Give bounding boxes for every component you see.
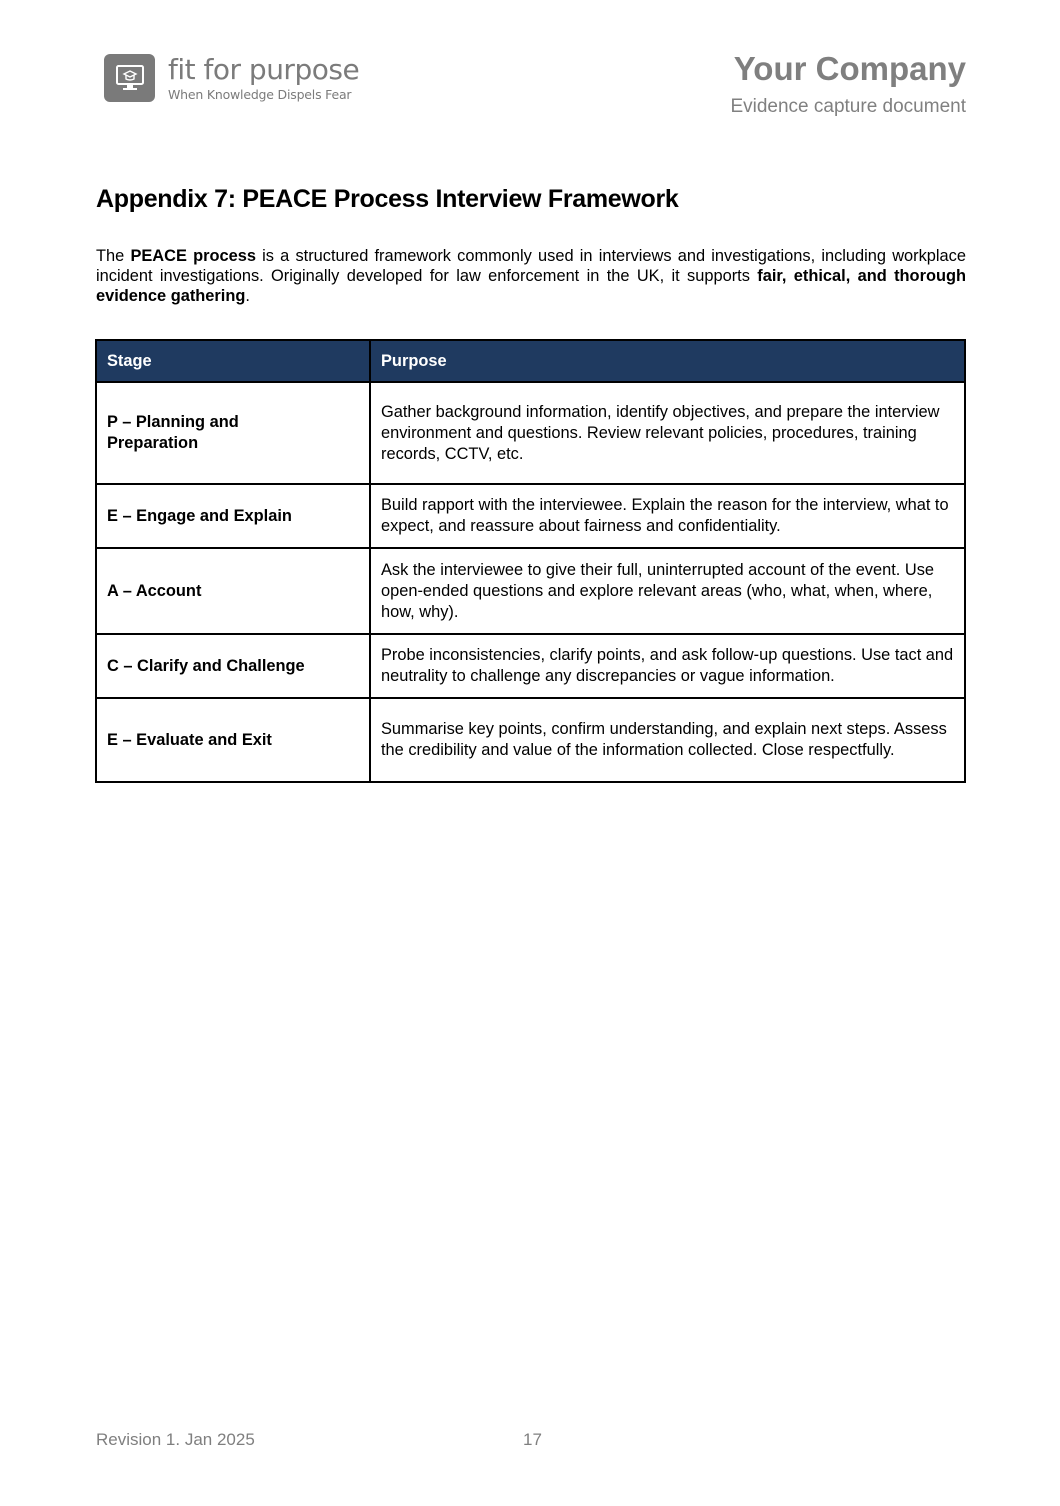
document-type: Evidence capture document xyxy=(730,96,966,117)
intro-text: . xyxy=(245,287,250,305)
stage-cell: C – Clarify and Challenge xyxy=(96,634,370,698)
revision-label: Revision 1. Jan 2025 xyxy=(96,1430,255,1449)
purpose-cell: Probe inconsistencies, clarify points, and ask follow-up questions. Use tact and neutrality to challenge any discrepancies or vague information. xyxy=(370,634,965,698)
intro-text: is a structured framework commonly used in interviews and investigations, including workplace incident investigations. Originally developed for law enforcement in the UK, it supports xyxy=(96,247,966,285)
stage-cell: E – Engage and Explain xyxy=(96,484,370,548)
brand-logo xyxy=(104,54,359,102)
intro-text: The xyxy=(96,247,131,265)
table-header-row xyxy=(96,340,965,382)
stage-cell: P – Planning and Preparation xyxy=(96,382,370,484)
table-row xyxy=(96,484,965,548)
stage-cell: E – Evaluate and Exit xyxy=(96,698,370,782)
monitor-graduation-cap-icon xyxy=(104,54,155,102)
intro-bold-phrase: fair, ethical, and thorough evidence gathering xyxy=(96,267,966,305)
table-row xyxy=(96,548,965,634)
table-row xyxy=(96,698,965,782)
peace-table xyxy=(95,339,966,783)
purpose-cell: Build rapport with the interviewee. Explain the reason for the interview, what to expect, and reassure about fairness and confidentiality. xyxy=(370,484,965,548)
company-name: Your Company xyxy=(733,50,966,87)
page-number: 17 xyxy=(523,1430,542,1449)
company-header xyxy=(730,50,966,118)
logo-title: fit for purpose xyxy=(168,52,360,86)
purpose-cell: Gather background information, identify objectives, and prepare the interview environment and questions. Review relevant policies, procedures, training records, CCTV, etc. xyxy=(370,382,965,484)
purpose-cell: Summarise key points, confirm understanding, and explain next steps. Assess the credibility and value of the information collected. Close respectfully. xyxy=(370,698,965,782)
column-header-stage: Stage xyxy=(96,340,370,382)
purpose-cell: Ask the interviewee to give their full, uninterrupted account of the event. Use open-ended questions and explore relevant areas (who, what, when, where, how, why). xyxy=(370,548,965,634)
intro-bold-term: PEACE process xyxy=(130,247,256,265)
table-row xyxy=(96,382,965,484)
column-header-purpose: Purpose xyxy=(370,340,965,382)
page-title: Appendix 7: PEACE Process Interview Framework xyxy=(96,185,679,213)
logo-tagline: When Knowledge Dispels Fear xyxy=(168,86,352,102)
table-row xyxy=(96,634,965,698)
stage-cell: A – Account xyxy=(96,548,370,634)
intro-paragraph xyxy=(96,246,966,306)
